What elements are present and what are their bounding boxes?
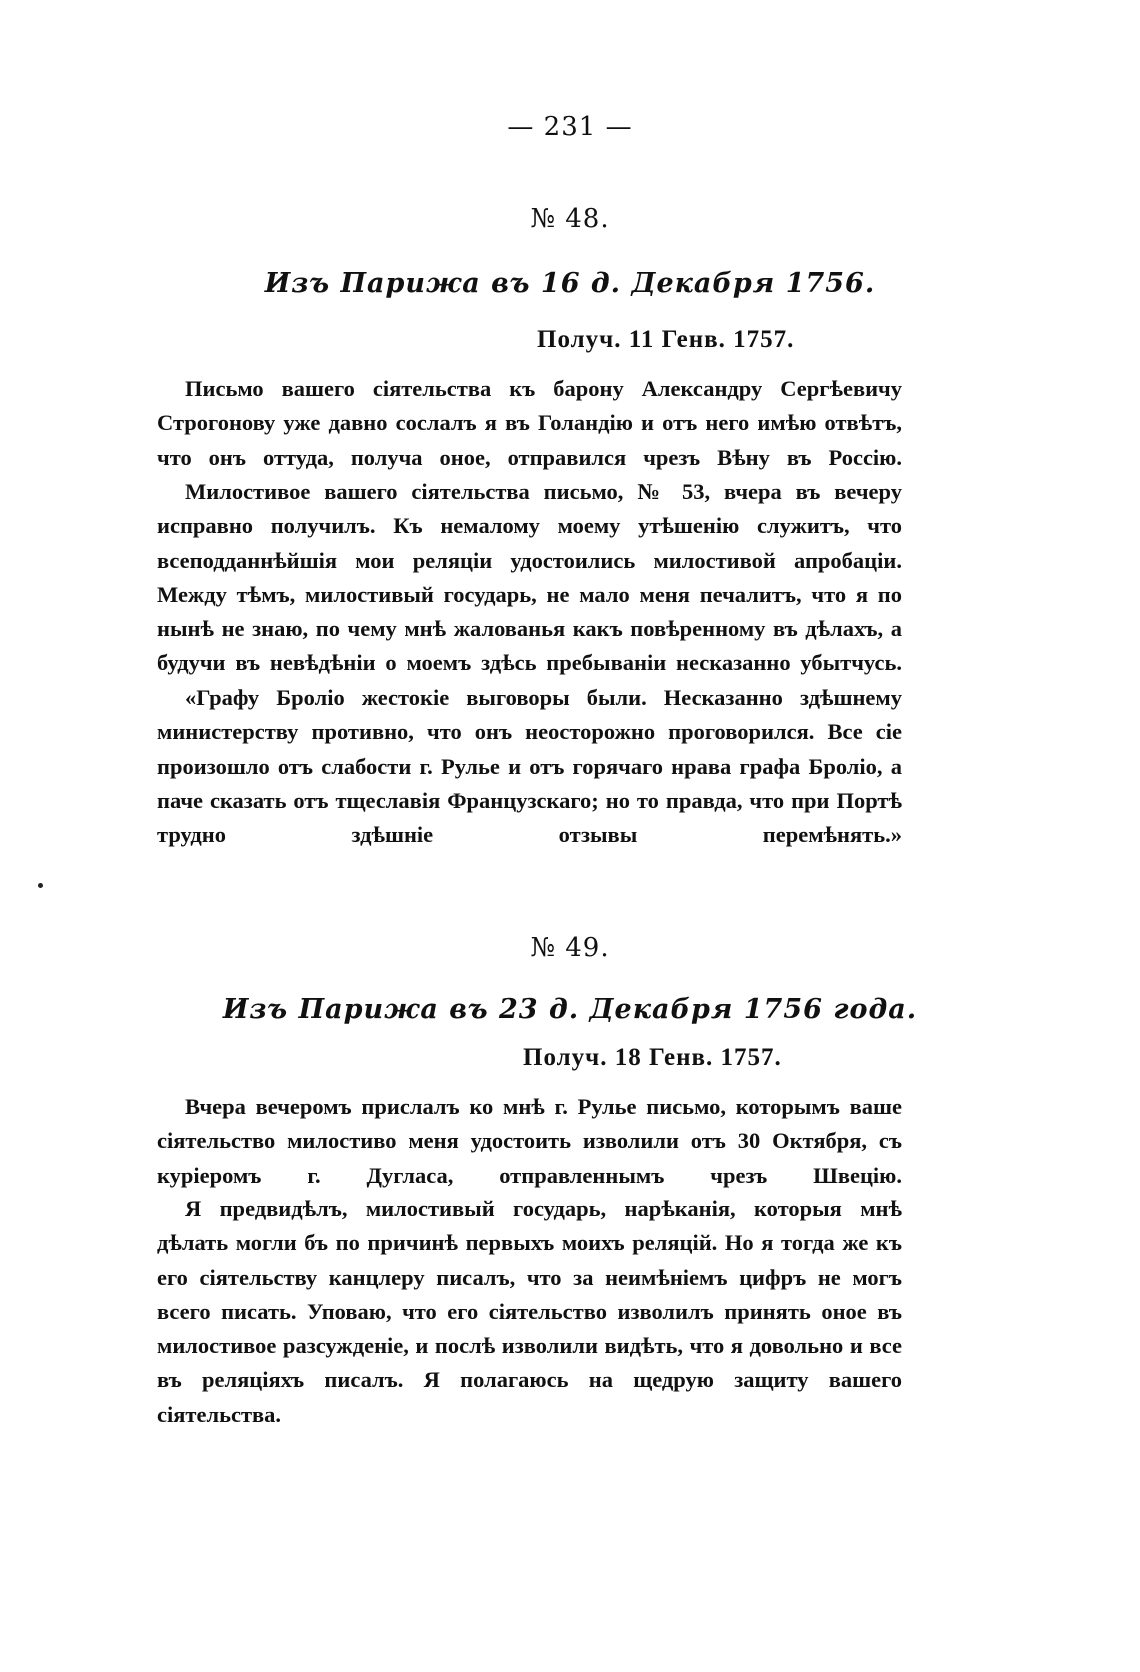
paragraph: Я предвидѣлъ, милостивый государь, нарѣканія, которыя мнѣ дѣлать могли бъ по причинѣ первыхъ моихъ реляцій. Но я тогда же къ его сіятельству канцлеру писалъ, что за неимѣніемъ цифръ не могъ всего писать. Уповаю, что его сіятельство изволилъ принять оное въ милостивое разсужденіе, и послѣ изволили видѣть, что я довольно и все въ реляціяхъ писалъ. Я полагаюсь на щедрую защиту вашего сіятельства. — [157, 1196, 902, 1427]
paragraph: Письмо вашего сіятельства къ барону Александру Сергѣевичу Строгонову уже давно сослалъ я въ Голандію и отъ него имѣю отвѣтъ, что онъ оттуда, получа оное, отправился чрезъ Вѣну въ Россію. — [157, 376, 902, 470]
page-number: — 231 — — [507, 112, 633, 142]
paragraph: Вчера вечеромъ прислалъ ко мнѣ г. Рулье письмо, которымъ ваше сіятельство милостиво меня удостоить изволили отъ 30 Октября, съ куріеромъ г. Дугласа, отправленнымъ чрезъ Швецію. — [157, 1094, 902, 1188]
paragraph: Милостивое вашего сіятельства письмо, № 53, вчера въ вечеру исправно получилъ. Къ немалому моему утѣшенію служитъ, что всеподданнѣйшія мои реляціи удостоились милостивой апробаціи. Между тѣмъ, милостивый государь, не мало меня печалитъ, что я по нынѣ не знаю, по чему мнѣ жалованья какъ повѣренному въ дѣлахъ, а будучи въ невѣдѣніи о моемъ здѣсь пребываніи несказанно убытчусь. — [157, 479, 902, 676]
paragraph: «Графу Броліо жестокіе выговоры были. Несказанно здѣшнему министерству противно, что онъ неосторожно проговорился. Все сіе произошло отъ слабости г. Рулье и отъ горячаго нрава графа Броліо, а паче сказать отъ тщеславія Французскаго; но то правда, что при Портѣ трудно здѣшніе отзывы перемѣнять.» — [157, 685, 902, 848]
entry-received-date: Получ. 18 Генв. 1757. — [523, 1044, 782, 1071]
entry-number: № 49. — [530, 933, 610, 963]
stray-mark — [38, 883, 43, 888]
entry-heading: Изъ Парижа въ 23 д. Декабря 1756 года. — [222, 994, 918, 1025]
entry-received-date: Получ. 11 Генв. 1757. — [537, 326, 795, 353]
entry-heading: Изъ Парижа въ 16 д. Декабря 1756. — [264, 268, 876, 299]
entry-number: № 48. — [530, 204, 610, 234]
